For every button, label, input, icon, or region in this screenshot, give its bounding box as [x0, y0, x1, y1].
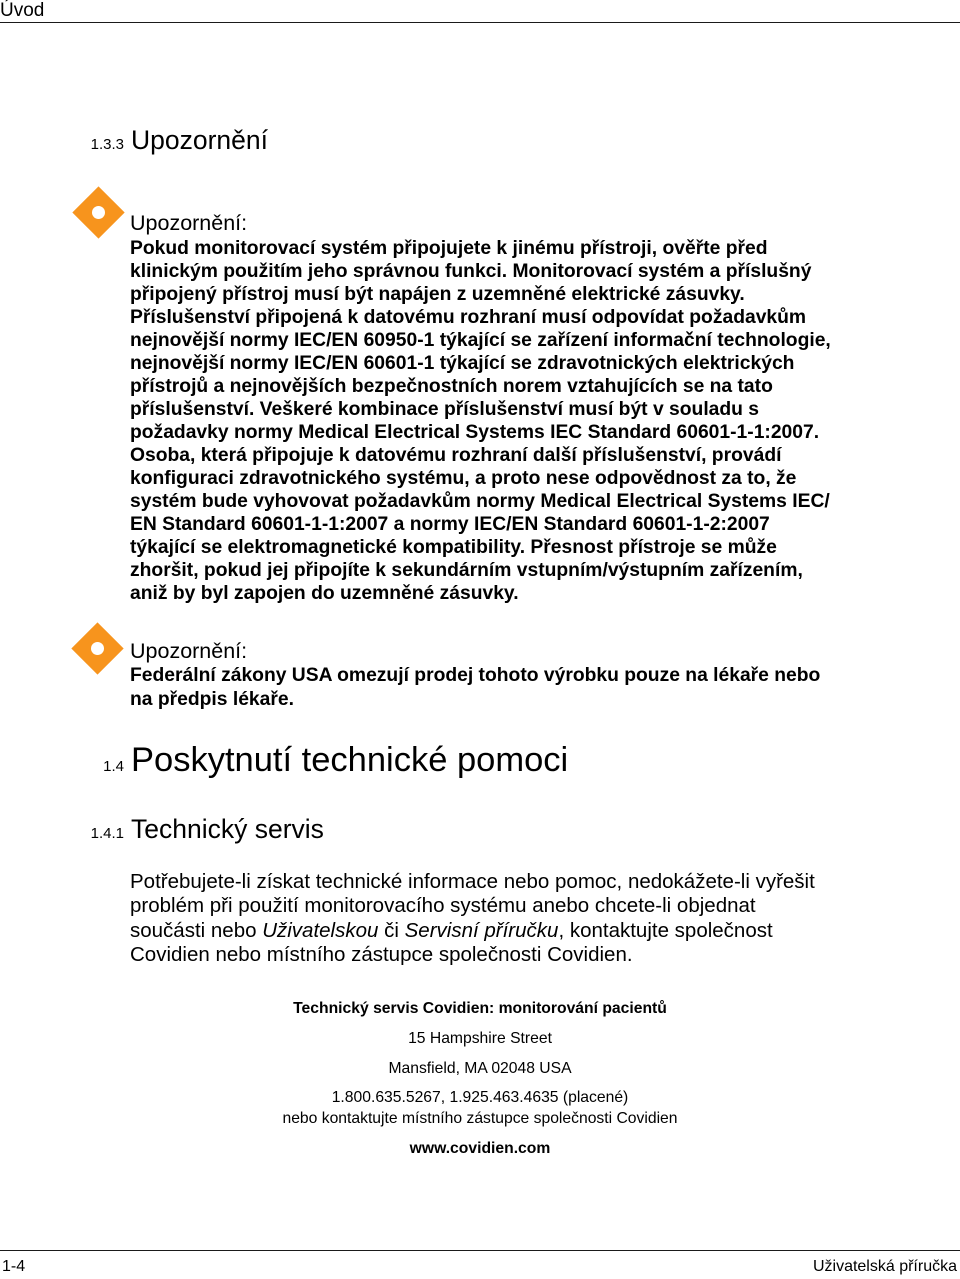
- page-number: 1-4: [2, 1258, 26, 1275]
- user-manual-title: Uživatelskou: [262, 918, 379, 942]
- warning-text-line: zhoršit, pokud jej připojíte k sekundárním vstupním/výstupním zařízením,: [130, 559, 803, 581]
- warning-text-line: připojený přístroj musí být napájen z uzemněné elektrické zásuvky.: [130, 283, 745, 305]
- section-number: 1.3.3: [90, 136, 124, 153]
- paragraph-line: [130, 919, 815, 943]
- footer-rule: [0, 1250, 960, 1251]
- contact-street: 15 Hampshire Street: [408, 1030, 552, 1047]
- warning-text-line: konfiguraci zdravotnického systému, a proto nese odpovědnost za to, že: [130, 467, 797, 489]
- paragraph-text: či: [378, 918, 405, 942]
- section-heading-1-3-3: [0, 124, 268, 161]
- section-number: 1.4.1: [90, 825, 124, 842]
- section-heading-1-4: [0, 740, 568, 787]
- caution-diamond-dot: [92, 206, 105, 219]
- warning-text: [130, 237, 831, 605]
- section-title: Upozornění: [131, 125, 269, 155]
- warning-text-line: příslušenství. Veškeré kombinace příslušenství musí být v souladu s: [130, 398, 760, 420]
- warning-text-line: přístrojů a nejnovějších bezpečnostních norem vztahujících se na tato: [130, 375, 773, 397]
- warning-text-line: Osoba, která připojuje k datovému rozhraní další příslušenství, provádí: [130, 444, 782, 466]
- section-title: Poskytnutí technické pomoci: [131, 741, 569, 779]
- caution-diamond-icon: [72, 186, 124, 238]
- contact-alternative: nebo kontaktujte místního zástupce společnosti Covidien: [282, 1110, 678, 1127]
- document-title: Uživatelská příručka: [812, 1258, 957, 1275]
- header-rule: [0, 22, 960, 23]
- section-number: 1.4: [103, 758, 124, 775]
- warning-text: [130, 664, 820, 712]
- warning-text-line: nejnovější normy IEC/EN 60601-1 týkající se zdravotnických elektrických: [130, 352, 795, 374]
- warning-text-line: požadavky normy Medical Electrical Systems IEC Standard 60601-1-1:2007.: [130, 421, 820, 443]
- warning-text-line: systém bude vyhovovat požadavkům normy Medical Electrical Systems IEC/: [130, 490, 830, 512]
- contact-heading: Technický servis Covidien: monitorování pacientů: [293, 1000, 667, 1017]
- tech-service-paragraph: [130, 870, 815, 967]
- section-heading-1-4-1: [0, 813, 324, 850]
- warning-text-line: Příslušenství připojená k datovému rozhraní musí odpovídat požadavkům: [130, 306, 807, 328]
- warning-text-line: Pokud monitorovací systém připojujete k jinému přístroji, ověřte před: [130, 237, 768, 259]
- warning-text-line: týkající se elektromagnetické kompatibility. Přesnost přístroje se může: [130, 536, 777, 558]
- warning-text-line: Federální zákony USA omezují prodej tohoto výrobku pouze na lékaře nebo: [130, 665, 821, 686]
- paragraph-line: Potřebujete-li získat technické informace nebo pomoc, nedokážete-li vyřešit: [130, 870, 815, 893]
- contact-website: www.covidien.com: [409, 1140, 551, 1157]
- section-title: Technický servis: [131, 814, 324, 844]
- warning-label: Upozornění:: [130, 211, 248, 235]
- caution-diamond-dot: [91, 642, 104, 655]
- contact-phone: 1.800.635.5267, 1.925.463.4635 (placené): [331, 1089, 629, 1106]
- caution-diamond-icon: [71, 622, 123, 674]
- warning-text-line: aniž by byl zapojen do uzemněné zásuvky.: [130, 582, 519, 604]
- paragraph-line: Covidien nebo místního zástupce společnosti Covidien.: [130, 942, 633, 966]
- running-head: Úvod: [0, 0, 45, 21]
- paragraph-line: problém při použití monitorovacího systému anebo chcete-li objednat: [130, 894, 756, 918]
- paragraph-text: součásti nebo: [130, 918, 263, 942]
- warning-text-line: EN Standard 60601-1-1:2007 a normy IEC/EN Standard 60601-1-2:2007: [130, 513, 770, 535]
- warning-label: Upozornění:: [130, 639, 248, 663]
- warning-text-line: klinickým použitím jeho správnou funkci. Monitorovací systém a příslušný: [130, 260, 812, 282]
- warning-text-line: nejnovější normy IEC/EN 60950-1 týkající se zařízení informační technologie,: [130, 329, 831, 351]
- warning-text-line: na předpis lékaře.: [130, 689, 294, 710]
- service-manual-title: Servisní příručku: [404, 918, 559, 942]
- contact-city: Mansfield, MA 02048 USA: [388, 1060, 572, 1077]
- paragraph-text: , kontaktujte společnost: [558, 918, 773, 942]
